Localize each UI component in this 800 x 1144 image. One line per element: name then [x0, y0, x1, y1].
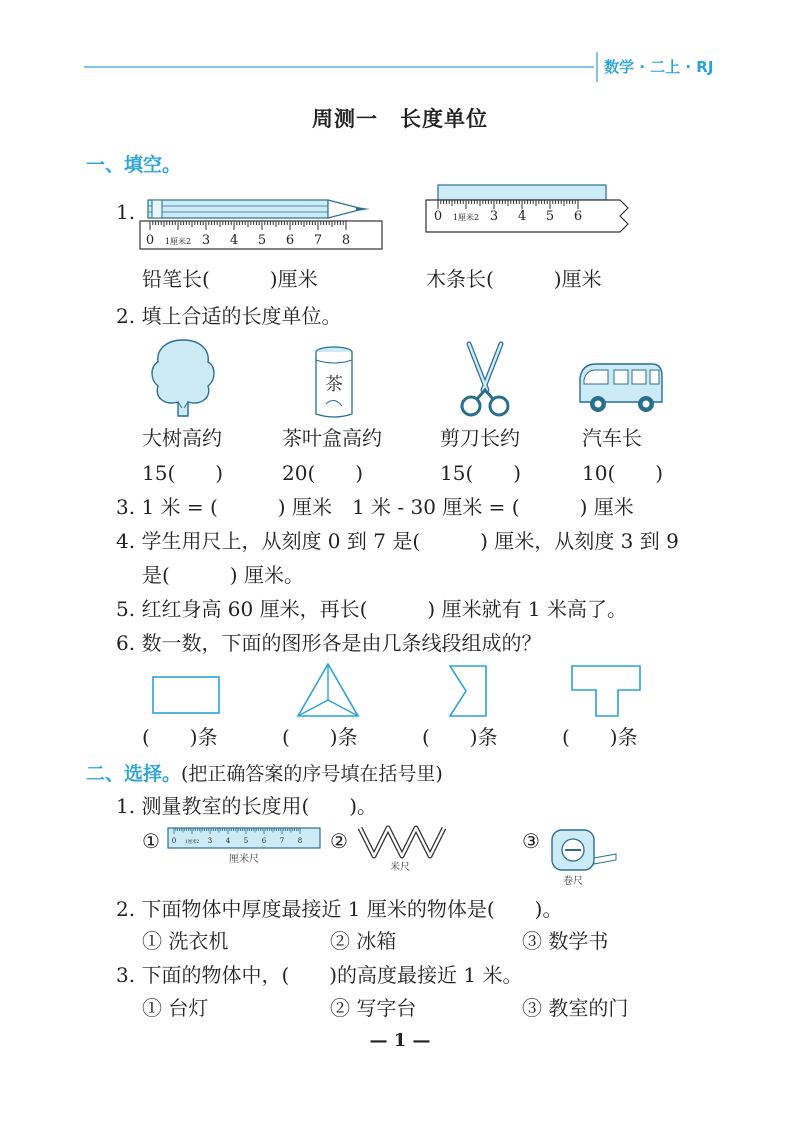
- folding-meter-ruler-icon: [356, 822, 448, 872]
- s2-q1-opt3: ③: [522, 829, 540, 853]
- ruler-label: 8: [297, 837, 303, 845]
- pencil-length-text: 铅笔长( )厘米: [142, 267, 318, 291]
- q5-text: 5. 红红身高 60 厘米，再长( ) 厘米就有 1 米高了。: [116, 597, 628, 621]
- q4-line2: 是( ) 厘米。: [142, 563, 304, 587]
- s2-q1-opt1: ①: [142, 829, 160, 853]
- tape-label: 卷尺: [563, 876, 583, 887]
- cm-ruler-label: 厘米尺: [229, 854, 259, 865]
- ruler-label: 7: [279, 837, 285, 845]
- q2-item1-name: 大树高约: [142, 426, 222, 450]
- ruler-label: 5: [243, 837, 249, 845]
- page-title: 周测一 长度单位: [312, 106, 488, 131]
- page-number: — 1 —: [369, 1030, 431, 1051]
- ruler-label: 3: [201, 233, 211, 248]
- wood-ruler-figure: [424, 182, 634, 242]
- header-rule: [84, 66, 594, 68]
- s2-q3-option-b: ② 写字台: [330, 996, 417, 1020]
- s2-q2-option-a: ① 洗衣机: [142, 929, 229, 953]
- ruler-label: 7: [313, 233, 323, 248]
- meter-ruler-label: 米尺: [390, 862, 410, 873]
- ruler-label: 4: [225, 837, 231, 845]
- tree-icon: [148, 336, 218, 418]
- shape-rectangle: [152, 676, 222, 716]
- shape-notched: [448, 664, 488, 718]
- shape-t: [570, 664, 642, 718]
- q2-item4-name: 汽车长: [582, 426, 642, 450]
- q2-item2-value: 20( ): [282, 461, 364, 485]
- section2-heading-main: 二、选择。: [86, 763, 182, 785]
- s2-q2-option-b: ② 冰箱: [330, 929, 397, 953]
- shape-triangle-with-center: [296, 662, 360, 718]
- s2-q3-text: 3. 下面的物体中，( )的高度最接近 1 米。: [116, 963, 523, 987]
- ruler-label: 4: [229, 233, 239, 248]
- tea-glyph: 茶: [325, 374, 343, 395]
- ruler-label: 3: [207, 837, 213, 845]
- q2-item3-value: 15( ): [440, 461, 522, 485]
- ruler-label: 6: [573, 209, 583, 224]
- q3-text: 3. 1 米 = ( ) 厘米 1 米 - 30 厘米 = ( ) 厘米: [116, 495, 634, 519]
- ruler-label: 0: [433, 209, 443, 224]
- pencil-ruler-figure: [138, 190, 388, 252]
- ruler-label: 1厘米2: [452, 213, 480, 222]
- scissors-icon: [457, 340, 513, 420]
- s2-q1-text: 1. 测量教室的长度用( )。: [116, 794, 378, 818]
- q2-item4-value: 10( ): [582, 461, 664, 485]
- ruler-label: 0: [171, 837, 177, 845]
- section1-heading: 一、填空。: [86, 154, 182, 176]
- s2-q3-option-a: ① 台灯: [142, 996, 209, 1020]
- ruler-label: 6: [261, 837, 267, 845]
- s2-q3-option-c: ③ 教室的门: [522, 996, 629, 1020]
- q6-answer-2: ( )条: [282, 725, 358, 749]
- ruler-label: 6: [285, 233, 295, 248]
- s2-q2-option-c: ③ 数学书: [522, 929, 609, 953]
- s2-q2-text: 2. 下面物体中厚度最接近 1 厘米的物体是( )。: [116, 897, 563, 921]
- q4-line1: 4. 学生用尺上，从刻度 0 到 7 是( ) 厘米，从刻度 3 到 9: [116, 529, 679, 553]
- q2-item3-name: 剪刀长约: [440, 426, 520, 450]
- ruler-label: 0: [145, 233, 155, 248]
- q6-answer-4: ( )条: [562, 725, 638, 749]
- centimeter-ruler-icon: [166, 826, 324, 868]
- q6-answer-3: ( )条: [422, 725, 498, 749]
- ruler-label: 5: [545, 209, 555, 224]
- wood-strip: [438, 185, 606, 200]
- q2-text: 2. 填上合适的长度单位。: [116, 304, 342, 328]
- pencil-body: [148, 200, 328, 218]
- q6-text: 6. 数一数，下面的图形各是由几条线段组成的？: [116, 631, 542, 655]
- subject-tag: 数学 · 二上 · RJ: [604, 58, 714, 76]
- q6-answer-1: ( )条: [142, 725, 218, 749]
- section2-heading-note: (把正确答案的序号填在括号里): [181, 763, 443, 785]
- car-icon: [574, 358, 666, 418]
- ruler-label: 5: [257, 233, 267, 248]
- tape-measure-icon: [548, 826, 622, 888]
- ruler-label: 4: [517, 209, 527, 224]
- q2-item1-value: 15( ): [142, 461, 224, 485]
- ruler-label: 3: [489, 209, 499, 224]
- ruler-label: 1厘米2: [164, 237, 192, 246]
- s2-q1-opt2: ②: [330, 829, 348, 853]
- q1-number: 1.: [116, 200, 136, 224]
- ruler-label: 8: [341, 233, 351, 248]
- ruler-label: 1厘米2: [184, 840, 200, 845]
- section2-heading: [86, 759, 443, 786]
- tea-box-icon: [312, 344, 356, 420]
- wood-length-text: 木条长( )厘米: [426, 267, 602, 291]
- q2-item2-name: 茶叶盒高约: [282, 426, 382, 450]
